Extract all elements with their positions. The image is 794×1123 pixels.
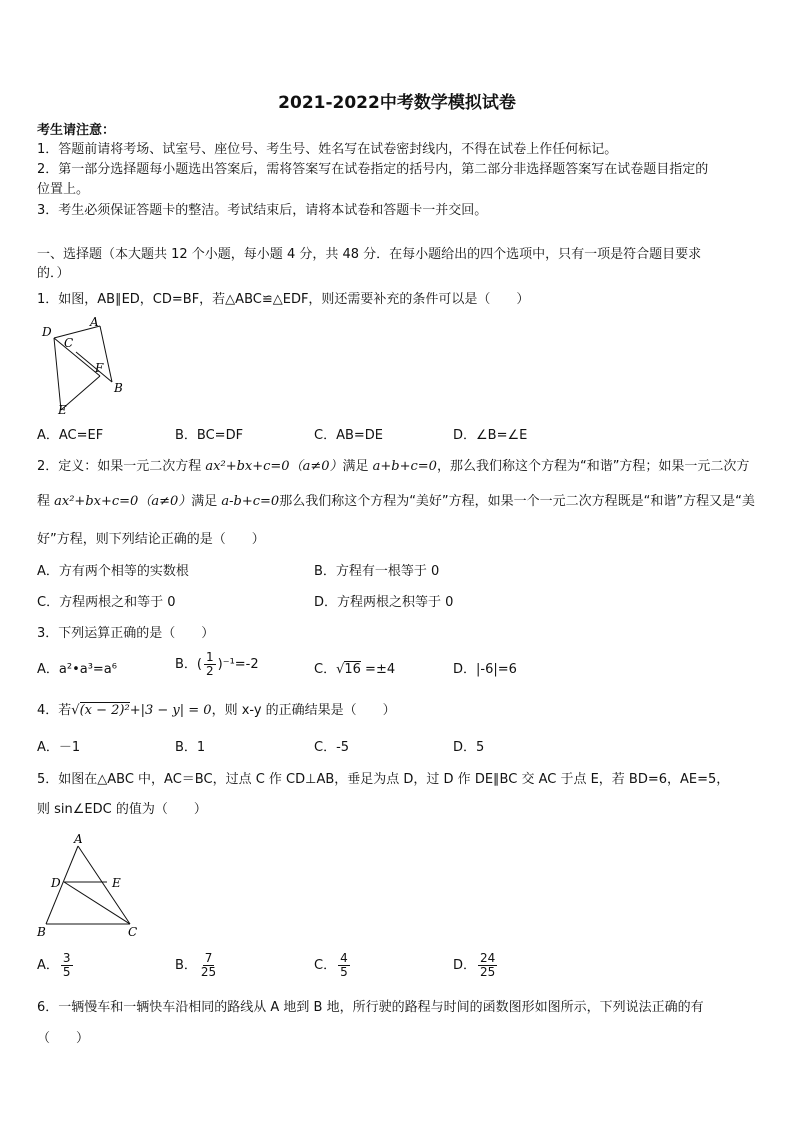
q5-option-b: [175, 952, 220, 979]
q2-line-2: [37, 493, 755, 511]
q5-option-c: [314, 952, 352, 979]
q1-option-a: A．AC=EF: [37, 428, 104, 443]
fraction-num: 7: [204, 951, 213, 965]
q5-label-c: C: [128, 925, 138, 939]
q1-label-b: B: [114, 381, 123, 395]
q4-option-b: B．1: [175, 740, 206, 755]
q2-line-3: 好”方程，则下列结论正确的是（ ）: [37, 532, 265, 547]
fraction-den: 5: [62, 965, 71, 979]
q3-fraction: [204, 651, 216, 678]
q5-label-b: B: [37, 925, 46, 939]
q5-option-c-label: C．: [314, 958, 337, 973]
q1-option-c: C．AB=DE: [314, 428, 384, 443]
q3-radicand: 16: [344, 662, 361, 677]
q1-stem: 1．如图，AB∥ED，CD=BF，若△ABC≌△EDF，则还需要补充的条件可以是（ ）: [37, 292, 530, 307]
q1-option-b: B．BC=DF: [175, 428, 244, 443]
q3-option-b-rest: )⁻¹=-2: [217, 657, 259, 672]
q3-option-c-rest: =±4: [360, 662, 396, 677]
notice-item-2-cont: 位置上。: [37, 182, 90, 197]
q1-label-f: F: [95, 361, 104, 375]
q3-option-d: D．|-6|=6: [453, 662, 517, 677]
q4-text: ，则 x-y 的正确结果是（ ）: [211, 703, 396, 718]
q1-label-c: C: [64, 336, 74, 350]
q3-option-c: [314, 661, 395, 679]
q6-line-2: （ ）: [37, 1031, 90, 1046]
notice-item-3: 3．考生必须保证答题卡的整洁。考试结束后，请将本试卷和答题卡一并交回。: [37, 203, 488, 218]
q1-segment-df: [54, 338, 100, 376]
q2-text: 那么我们称这个方程为“美好”方程，如果一个一元二次方程既是“和谐”方程又是“美: [279, 494, 755, 509]
q4-option-a: A．－1: [37, 740, 81, 755]
q1-label-d: D: [42, 325, 52, 339]
q5-figure: [34, 830, 144, 942]
fraction-num: 24: [480, 951, 496, 965]
q1-label-a: A: [90, 315, 99, 329]
q2-option-d: D．方程两根之积等于 0: [314, 595, 454, 610]
q5-segment-ac: [78, 846, 130, 924]
q5-option-a-fraction: [61, 952, 73, 979]
q5-option-a-label: A．: [37, 958, 59, 973]
fraction-num: 4: [340, 951, 348, 965]
notice-heading: 考生请注意：: [37, 123, 116, 138]
q5-line-2: 则 sin∠EDC 的值为（ ）: [37, 802, 207, 817]
q5-option-b-label: B．: [175, 958, 197, 973]
fraction-den: 25: [200, 965, 217, 979]
q2-line-1: [37, 458, 749, 476]
q2-option-a: A．方有两个相等的实数根: [37, 564, 189, 579]
q2-option-c: C．方程两根之和等于 0: [37, 595, 176, 610]
q2-text: 程: [37, 494, 55, 509]
q1-label-e: E: [58, 403, 67, 417]
notice-item-1: 1．答题前请将考场、试室号、座位号、考生号、姓名写在试卷密封线内，不得在试卷上作任何标记。: [37, 142, 618, 157]
fraction-num: 3: [62, 951, 71, 965]
q2-text: 满足: [342, 459, 373, 474]
q1-segment-ef: [61, 376, 100, 410]
q5-option-d-fraction: [478, 952, 497, 979]
q2-text: 2．定义：如果一元二次方程: [37, 459, 206, 474]
q3-option-c-label: C．: [314, 662, 337, 677]
q1-segment-de: [54, 338, 61, 410]
q5-option-d: [453, 952, 499, 979]
sqrt-sign-icon: √: [336, 662, 345, 677]
q4-option-d: D．5: [453, 740, 485, 755]
notice-item-2: 2．第一部分选择题每小题选出答案后，需将答案写在试卷指定的括号内，第二部分非选择题答案写在试卷题目指定的: [37, 162, 709, 177]
q2-condition: a+b+c=0: [372, 459, 437, 474]
q2-text: 满足: [191, 494, 222, 509]
q1-figure: [38, 314, 128, 418]
fraction-den: 5: [340, 965, 348, 979]
q2-option-b: B．方程有一根等于 0: [314, 564, 440, 579]
q3-fraction-num: 1: [206, 650, 214, 664]
q4-text: 4．若: [37, 703, 72, 718]
q5-option-c-fraction: [338, 952, 350, 979]
q5-label-e: E: [112, 876, 121, 890]
sqrt-sign-icon: √: [71, 703, 80, 718]
q1-option-d: D．∠B=∠E: [453, 428, 528, 443]
q2-condition: a-b+c=0: [221, 494, 280, 509]
q3-stem: 3．下列运算正确的是（ ）: [37, 626, 215, 641]
q4-stem: [37, 702, 396, 720]
q3-option-b-label: B．(: [175, 657, 202, 672]
q4-expression: +|3 − y| = 0: [129, 703, 212, 718]
page-title: 2021-2022中考数学模拟试卷: [278, 93, 516, 113]
q5-label-d: D: [51, 876, 61, 890]
q3-fraction-den: 2: [206, 664, 214, 678]
fraction-den: 25: [480, 965, 496, 979]
q2-equation: ax²+bx+c=0（a≠0）: [54, 494, 192, 509]
q4-radicand: (x − 2)²: [79, 703, 130, 718]
q3-option-a: A．a²•a³=a⁶: [37, 662, 117, 677]
q5-option-d-label: D．: [453, 958, 477, 973]
section-heading: 一、选择题（本大题共 12 个小题，每小题 4 分，共 48 分．在每小题给出的四个选项中，只有一项是符合题目要求: [37, 247, 702, 262]
q5-line-1: 5．如图在△ABC 中，AC＝BC，过点 C 作 CD⊥AB，垂足为点 D，过 D 作 DE∥BC 交 AC 于点 E，若 BD=6，AE=5，: [37, 772, 730, 787]
q2-text: ，那么我们称这个方程为“和谐”方程；如果一元二次方: [436, 459, 750, 474]
section-heading-cont: 的．）: [37, 266, 70, 281]
q2-equation: ax²+bx+c=0（a≠0）: [205, 459, 343, 474]
q5-label-a: A: [74, 832, 83, 846]
q5-option-a: [37, 952, 75, 979]
q4-option-c: C．-5: [314, 740, 350, 755]
q5-option-b-fraction: [199, 952, 218, 979]
q6-line-1: 6．一辆慢车和一辆快车沿相同的路线从 A 地到 B 地，所行驶的路程与时间的函数图形如图所示，下列说法正确的有: [37, 1000, 704, 1015]
q3-option-b: [175, 651, 259, 678]
